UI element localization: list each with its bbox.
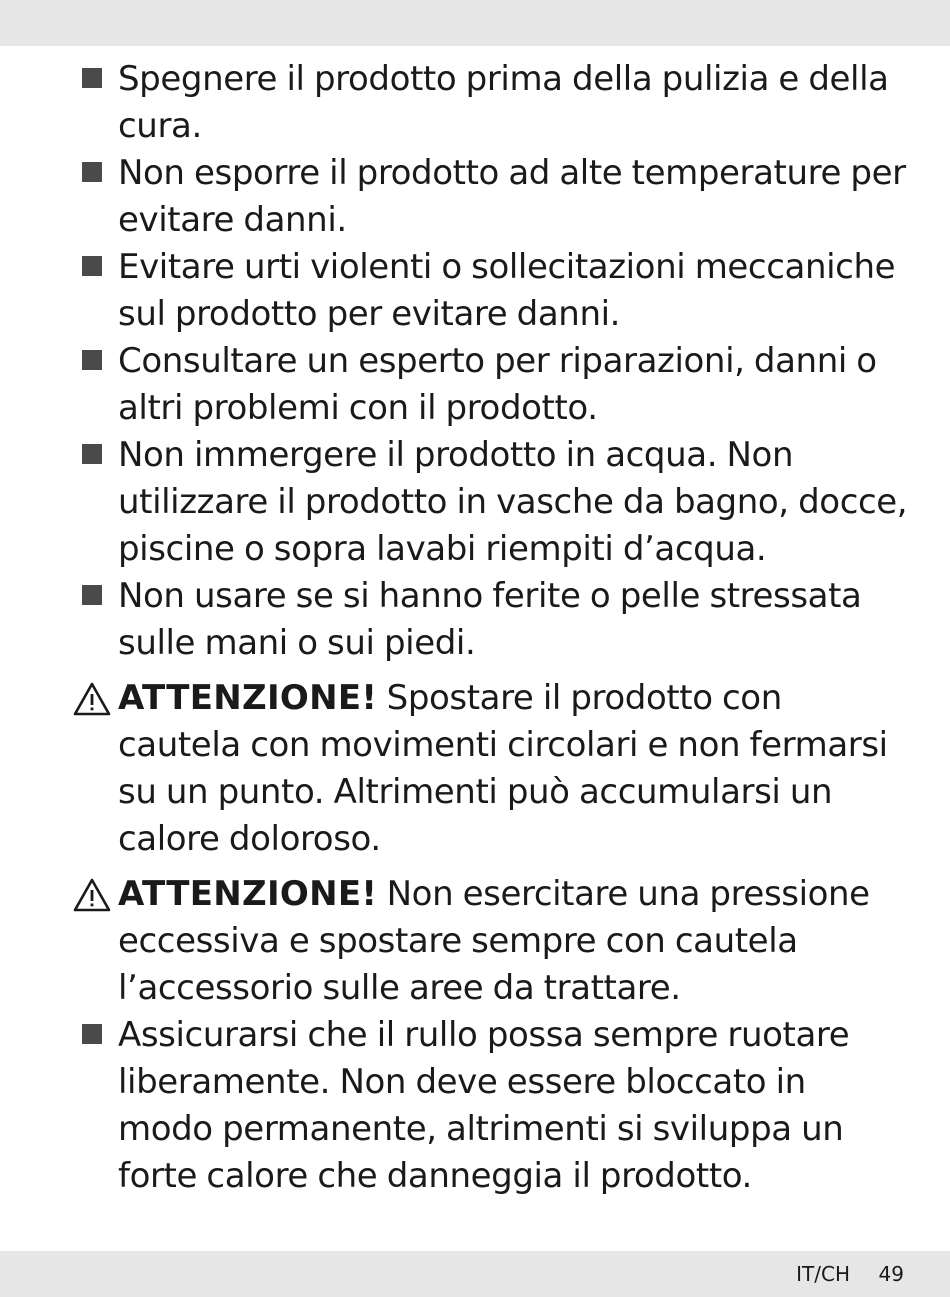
square-bullet-icon: [82, 162, 102, 182]
list-item: [78, 338, 908, 432]
page-number: 49: [878, 1262, 904, 1286]
warning-triangle-icon: [72, 681, 112, 717]
list-item-text: Consultare un esperto per riparazioni, danni o altri problemi con il prodotto.: [118, 341, 877, 428]
footer-region: IT/CH: [796, 1262, 850, 1286]
list-item-text: Non esporre il prodotto ad alte temperature per evitare danni.: [118, 153, 906, 240]
square-bullet-icon: [82, 256, 102, 276]
list-item: [78, 432, 908, 573]
warning-block: [78, 675, 908, 863]
list-item: [78, 1012, 908, 1200]
list-item: [78, 244, 908, 338]
warning-text: Non esercitare una pressione eccessiva e spostare sempre con cautela l’accessorio sulle aree da trattare.: [118, 874, 870, 1008]
list-item-text: Assicurarsi che il rullo possa sempre ruotare liberamente. Non deve essere bloccato in modo permanente, altrimenti si sviluppa un forte calore che danneggia il prodotto.: [118, 1015, 850, 1196]
warning-triangle-icon: [72, 877, 112, 913]
square-bullet-icon: [82, 1024, 102, 1044]
top-bar: [0, 0, 950, 46]
square-bullet-icon: [82, 444, 102, 464]
list-item: [78, 150, 908, 244]
warning-label: ATTENZIONE!: [118, 678, 378, 718]
warning-text: Spostare il prodotto con cautela con movimenti circolari e non fermarsi su un punto. Altrimenti può accumularsi un calore doloroso.: [118, 678, 888, 859]
square-bullet-icon: [82, 350, 102, 370]
page-content: [78, 56, 908, 1200]
list-item-text: Non usare se si hanno ferite o pelle stressata sulle mani o sui piedi.: [118, 576, 862, 663]
list-item: [78, 56, 908, 150]
square-bullet-icon: [82, 68, 102, 88]
list-item-text: Non immergere il prodotto in acqua. Non utilizzare il prodotto in vasche da bagno, docce, piscine o sopra lavabi riempiti d’acqua.: [118, 435, 908, 569]
warning-label: ATTENZIONE!: [118, 874, 378, 914]
bottom-bar: [0, 1251, 950, 1297]
list-item-text: Evitare urti violenti o sollecitazioni meccaniche sul prodotto per evitare danni.: [118, 247, 896, 334]
warning-block: [78, 871, 908, 1012]
list-item: [78, 573, 908, 667]
square-bullet-icon: [82, 585, 102, 605]
list-item-text: Spegnere il prodotto prima della pulizia e della cura.: [118, 59, 889, 146]
